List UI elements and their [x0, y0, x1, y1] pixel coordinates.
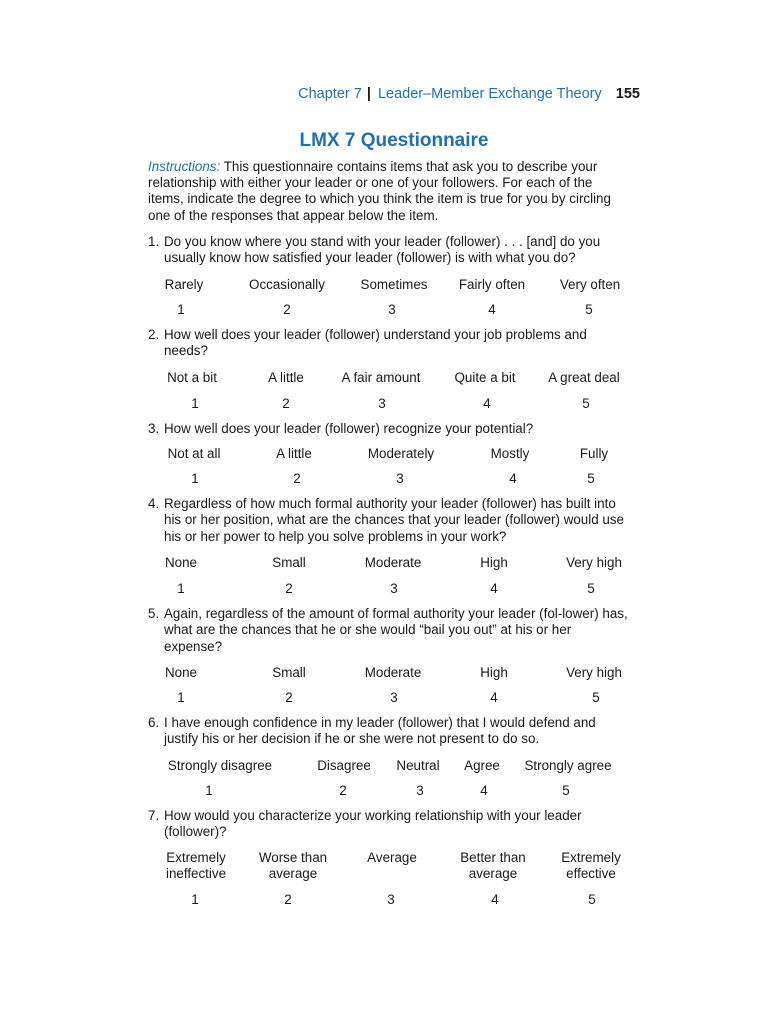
scale-value[interactable]: 2	[285, 581, 293, 596]
scale-value[interactable]: 3	[390, 581, 398, 596]
scale-value[interactable]: 2	[293, 471, 301, 486]
scale-value[interactable]: 3	[390, 690, 398, 705]
scale-label: Not at all	[167, 446, 221, 461]
question-text: Again, regardless of the amount of formal authority your leader (fol-lower) has, what are the chances that he or she would “bail you out” at his or her expense?	[164, 606, 628, 654]
running-header	[298, 86, 640, 102]
scale-label: A fair amount	[341, 370, 421, 385]
scale-label: Mostly	[490, 446, 530, 461]
instructions-text: This questionnaire contains items that ask you to describe your relationship with either your leader or one of your followers. For each of the items, indicate the degree to which you think the item is true for you by circling one of the responses that appear below the item.	[148, 159, 611, 223]
question-text: How would you characterize your working relationship with your leader (follower)?	[164, 808, 582, 840]
scale-label: Disagree	[317, 758, 371, 773]
scale-label: Fairly often	[458, 277, 526, 292]
scale-value[interactable]: 4	[488, 302, 496, 317]
scale-value[interactable]: 2	[339, 783, 347, 798]
question-7	[148, 808, 628, 841]
scale-value[interactable]: 2	[284, 892, 292, 907]
scale-value[interactable]: 5	[582, 396, 590, 411]
scale-value[interactable]: 3	[378, 396, 386, 411]
scale-value[interactable]: 2	[282, 396, 290, 411]
page-title: LMX 7 Questionnaire	[299, 130, 489, 151]
scale-label: Occasionally	[249, 277, 325, 292]
instructions-lead: Instructions:	[148, 159, 221, 174]
scale-value[interactable]: 4	[483, 396, 491, 411]
scale-label: Average	[367, 850, 417, 865]
scale-value[interactable]: 2	[285, 690, 293, 705]
scale-value[interactable]: 1	[205, 783, 213, 798]
question-number: 7.	[148, 808, 160, 823]
question-4	[148, 496, 628, 545]
scale-value[interactable]: 3	[416, 783, 424, 798]
scale-value[interactable]: 5	[585, 302, 593, 317]
scale-label: High	[480, 555, 508, 570]
question-text: Do you know where you stand with your leader (follower) . . . [and] do you usually know how satisfied your leader (follower) is with what you do?	[164, 234, 601, 266]
scale-label: Worse than average	[258, 850, 328, 882]
scale-value[interactable]: 1	[177, 302, 185, 317]
scale-label: Moderately	[367, 446, 435, 461]
scale-value[interactable]: 4	[509, 471, 517, 486]
question-text: How well does your leader (follower) understand your job problems and needs?	[164, 327, 587, 359]
scale-value[interactable]: 5	[562, 783, 570, 798]
scale-value[interactable]: 5	[587, 471, 595, 486]
question-text: How well does your leader (follower) recognize your potential?	[164, 421, 534, 436]
scale-label: Extremely effective	[561, 850, 621, 882]
scale-value[interactable]: 5	[588, 892, 596, 907]
scale-value[interactable]: 1	[191, 396, 199, 411]
chapter-title: Leader–Member Exchange Theory	[377, 86, 602, 102]
scale-label: Moderate	[364, 555, 422, 570]
scale-value[interactable]: 4	[490, 690, 498, 705]
scale-value[interactable]: 4	[491, 892, 499, 907]
question-5	[148, 606, 628, 655]
scale-label: Small	[272, 665, 306, 680]
scale-label: Moderate	[364, 665, 422, 680]
scale-label: Agree	[464, 758, 500, 773]
question-1	[148, 234, 628, 267]
scale-label: Not a bit	[167, 370, 217, 385]
scale-label: Small	[272, 555, 306, 570]
question-2	[148, 327, 628, 360]
scale-value[interactable]: 5	[587, 581, 595, 596]
scale-label: Fully	[579, 446, 609, 461]
scale-value[interactable]: 1	[177, 690, 185, 705]
scale-label: Better than average	[460, 850, 526, 882]
question-text: I have enough confidence in my leader (follower) that I would defend and justify his or her decision if he or she were not present to do so.	[164, 715, 596, 747]
question-number: 4.	[148, 496, 160, 511]
question-text: Regardless of how much formal authority your leader (follower) has built into his or her position, what are the chances that your leader (follower) would use his or her power to help you solve problems in your work?	[164, 496, 624, 544]
question-number: 6.	[148, 715, 160, 730]
question-number: 5.	[148, 606, 160, 621]
question-number: 1.	[148, 234, 160, 249]
instructions-paragraph	[148, 159, 626, 224]
scale-label: Sometimes	[360, 277, 428, 292]
scale-label: Quite a bit	[454, 370, 516, 385]
scale-value[interactable]: 3	[388, 302, 396, 317]
chapter-label: Chapter 7	[298, 86, 362, 102]
scale-label: Strongly agree	[524, 758, 612, 773]
scale-label: Very high	[566, 665, 622, 680]
scale-value[interactable]: 4	[480, 783, 488, 798]
question-number: 3.	[148, 421, 160, 436]
scale-value[interactable]: 3	[387, 892, 395, 907]
scale-label: Very high	[566, 555, 622, 570]
scale-label: High	[480, 665, 508, 680]
scale-label: Strongly disagree	[167, 758, 273, 773]
scale-value[interactable]: 1	[191, 892, 199, 907]
scale-value[interactable]: 2	[283, 302, 291, 317]
question-number: 2.	[148, 327, 160, 342]
page-number: 155	[615, 86, 640, 102]
scale-value[interactable]: 5	[592, 690, 600, 705]
scale-value[interactable]: 3	[396, 471, 404, 486]
question-3	[148, 421, 628, 437]
scale-value[interactable]: 1	[177, 581, 185, 596]
scale-label: None	[164, 555, 198, 570]
scale-label: Extremely ineffective	[165, 850, 227, 882]
question-6	[148, 715, 628, 748]
scale-label: A great deal	[548, 370, 620, 385]
header-separator: |	[366, 86, 371, 102]
scale-value[interactable]: 4	[490, 581, 498, 596]
scale-label: A little	[268, 370, 304, 385]
scale-label: A little	[276, 446, 312, 461]
scale-label: Very often	[559, 277, 621, 292]
scale-label: Neutral	[396, 758, 440, 773]
scale-label: Rarely	[164, 277, 204, 292]
scale-label: None	[164, 665, 198, 680]
scale-value[interactable]: 1	[191, 471, 199, 486]
